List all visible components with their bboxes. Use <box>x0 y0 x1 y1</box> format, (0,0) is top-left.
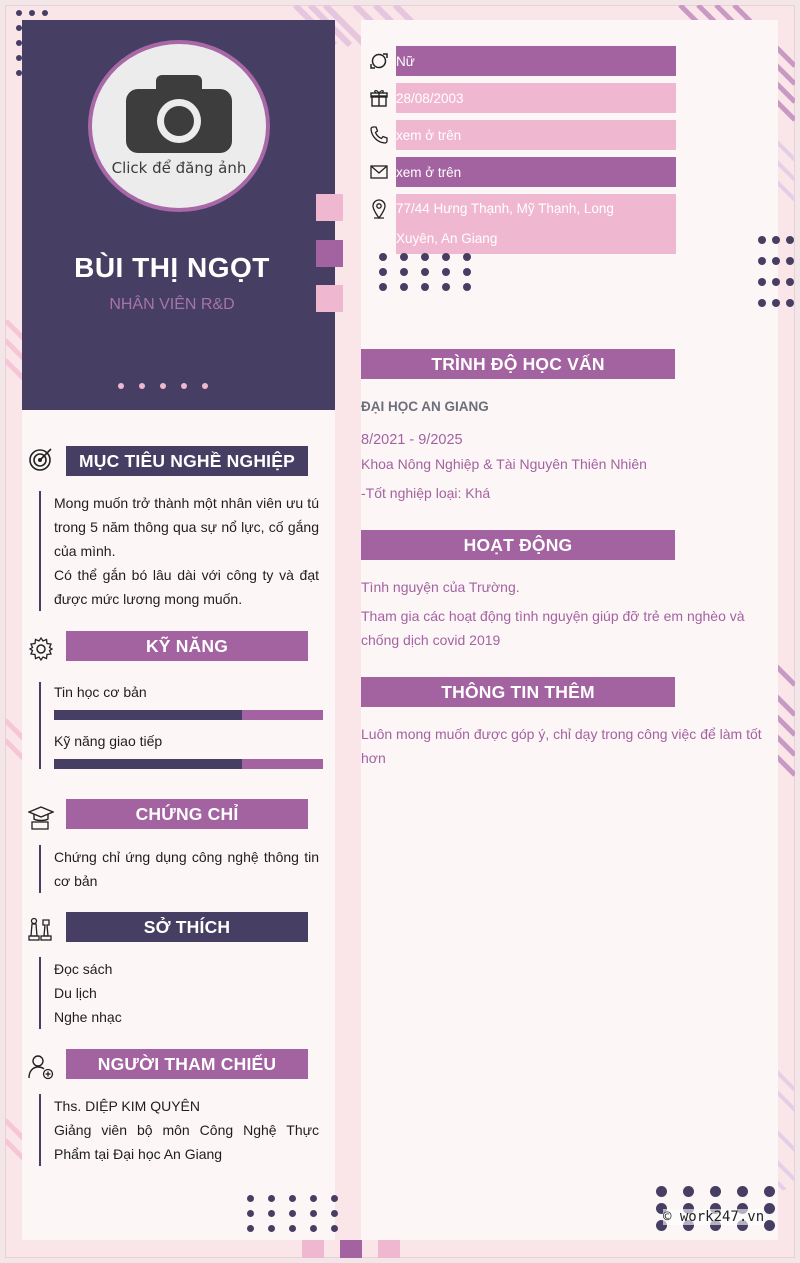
education-grade: -Tốt nghiệp loại: Khá <box>361 485 491 501</box>
gift-icon <box>361 83 396 113</box>
objective-text <box>39 491 319 611</box>
decor-tab <box>302 1240 324 1258</box>
reference-detail: Giảng viên bộ môn Công Nghệ Thực Phẩm tại Đại học An Giang <box>54 1122 319 1162</box>
decor-tab <box>378 1240 400 1258</box>
phone-icon <box>361 120 396 150</box>
activities-line: Tình nguyện của Trường. <box>361 579 520 595</box>
camera-icon <box>126 75 232 153</box>
skill-bar <box>54 710 323 720</box>
contact-value: xem ở trên <box>396 157 676 187</box>
skill-item <box>54 682 324 720</box>
contact-gender <box>361 46 676 76</box>
skills-list <box>39 682 324 769</box>
hobbies-list <box>39 957 319 1029</box>
full-name: BÙI THỊ NGỌT <box>74 252 270 283</box>
skills-heading: KỸ NĂNG <box>66 631 308 661</box>
education-period: 8/2021 - 9/2025 <box>361 432 463 448</box>
location-icon <box>361 194 396 224</box>
mail-icon <box>361 157 396 187</box>
graduation-cap-icon <box>28 804 54 830</box>
skill-bar <box>54 759 323 769</box>
contact-address <box>361 194 676 254</box>
user-plus-icon <box>28 1054 54 1080</box>
skill-label: Tin học cơ bản <box>54 684 147 700</box>
chess-icon <box>27 917 53 943</box>
contact-value: 28/08/2003 <box>396 83 676 113</box>
objective-line: Mong muốn trở thành một nhân viên ưu tú trong 5 năm thông qua sự nổ lực, cố gắng của mình. <box>54 495 319 559</box>
contact-email <box>361 157 676 187</box>
decor-tab <box>316 194 343 221</box>
decor-tab <box>316 285 343 312</box>
skill-fill <box>54 710 242 720</box>
certificates-text: Chứng chỉ ứng dụng công nghệ thông tin cơ bản <box>39 845 319 893</box>
contact-value: xem ở trên <box>396 120 676 150</box>
skill-label: Kỹ năng giao tiếp <box>54 733 163 749</box>
extra-heading: THÔNG TIN THÊM <box>361 677 675 707</box>
target-icon <box>28 447 54 473</box>
education-school <box>361 394 766 419</box>
decor-tab <box>340 1240 362 1258</box>
skill-item <box>54 731 324 769</box>
decor-tab <box>316 240 343 267</box>
reference-name: Ths. DIỆP KIM QUYÊN <box>54 1098 200 1114</box>
school-name: ĐẠI HỌC AN GIANG <box>361 399 489 414</box>
photo-caption: Click để đăng ảnh <box>111 159 247 177</box>
watermark: © work247.vn <box>663 1209 765 1225</box>
objective-line: Có thể gắn bó lâu dài với công ty và đạt được mức lương mong muốn. <box>54 567 319 607</box>
contact-birthday <box>361 83 676 113</box>
hobby-item: Đọc sách <box>54 961 113 977</box>
extra-text: Luôn mong muốn được góp ý, chỉ dạy trong công việc để làm tốt hơn <box>361 726 762 766</box>
avatar[interactable] <box>88 40 270 212</box>
education-heading: TRÌNH ĐỘ HỌC VẤN <box>361 349 675 379</box>
hobby-item: Du lịch <box>54 985 97 1001</box>
job-title: NHÂN VIÊN R&D <box>109 296 235 313</box>
card-dots <box>118 383 208 389</box>
gear-icon <box>28 636 54 662</box>
contact-phone <box>361 120 676 150</box>
references-heading: NGƯỜI THAM CHIẾU <box>66 1049 308 1079</box>
hobbies-heading: SỞ THÍCH <box>66 912 308 942</box>
certificates-heading: CHỨNG CHỈ <box>66 799 308 829</box>
objective-heading: MỤC TIÊU NGHỀ NGHIỆP <box>66 446 308 476</box>
hobby-item: Nghe nhạc <box>54 1009 122 1025</box>
activities-heading: HOẠT ĐỘNG <box>361 530 675 560</box>
decor-dots-mid <box>379 253 471 291</box>
contact-value: 77/44 Hưng Thạnh, Mỹ Thạnh, Long Xuyên, An Giang <box>396 194 676 254</box>
contact-value: Nữ <box>396 46 676 76</box>
decor-dots-right <box>758 236 794 307</box>
activities-line: Tham gia các hoạt động tình nguyện giúp đỡ trẻ em nghèo và chống dịch covid 2019 <box>361 608 745 648</box>
education-major: Khoa Nông Nghiệp & Tài Nguyên Thiên Nhiên <box>361 456 647 472</box>
skill-fill <box>54 759 242 769</box>
decor-dots-bottom-left <box>247 1195 338 1232</box>
references-text <box>39 1094 319 1166</box>
gender-icon <box>361 46 396 76</box>
